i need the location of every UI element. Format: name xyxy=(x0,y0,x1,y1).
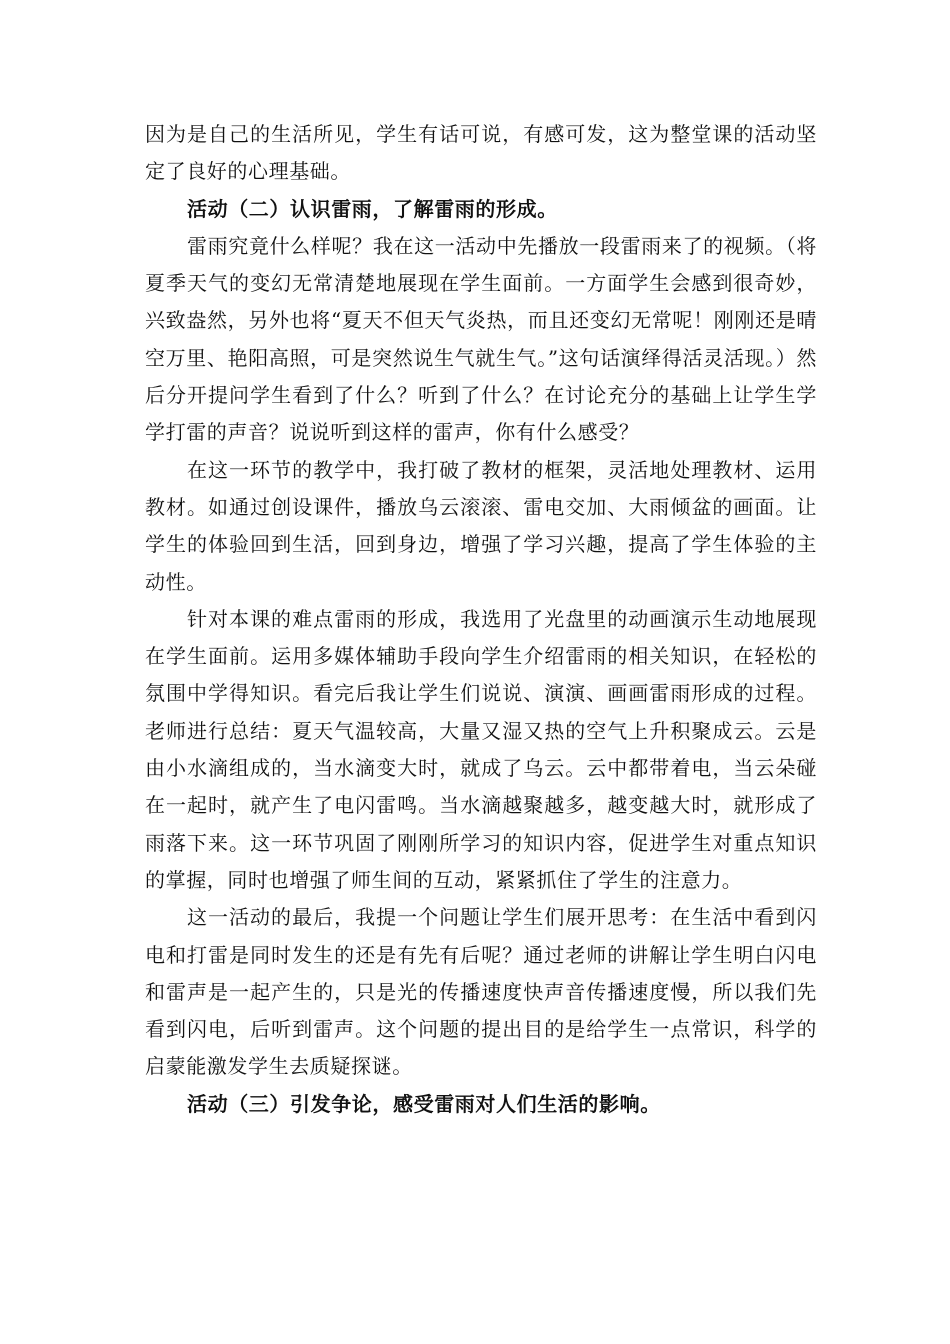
paragraph-thunderstorm-formation: 针对本课的难点雷雨的形成，我选用了光盘里的动画演示生动地展现在学生面前。运用多媒体辅助手段向学生介绍雷雨的相关知识，在轻松的氛围中学得知识。看完后我让学生们说说、演演、画画雷雨形成的过程。老师进行总结：夏天气温较高，大量又湿又热的空气上升积聚成云。云是由小水滴组成的，当水滴变大时，就成了乌云。云中都带着电，当云朵碰在一起时，就产生了电闪雷鸣。当水滴越聚越多，越变越大时，就形成了雨落下来。这一环节巩固了刚刚所学习的知识内容，促进学生对重点知识的掌握，同时也增强了师生间的互动，紧紧抓住了学生的注意力。 xyxy=(145,606,817,892)
section-heading-activity-2: 活动（二）认识雷雨，了解雷雨的形成。 xyxy=(187,196,558,221)
paragraph-teaching-approach: 在这一环节的教学中，我打破了教材的框架，灵活地处理教材、运用教材。如通过创设课件，播放乌云滚滚、雷电交加、大雨倾盆的画面。让学生的体验回到生活，回到身边，增强了学习兴趣，提高了学生体验的主动性。 xyxy=(145,457,817,594)
paragraph-thunderstorm-video: 雷雨究竟什么样呢？我在这一活动中先播放一段雷雨来了的视频。（将夏季天气的变幻无常清楚地展现在学生面前。一方面学生会感到很奇妙，兴致盎然，另外也将“夏天不但天气炎热，而且还变幻无常呢！刚刚还是晴空万里、艳阳高照，可是突然说生气就生气。”这句话演绎得活灵活现。）然后分开提问学生看到了什么？听到了什么？在讨论充分的基础上让学生学学打雷的声音？说说听到这样的雷声，你有什么感受？ xyxy=(145,233,817,445)
document-page xyxy=(145,116,817,1123)
paragraph-continuation: 因为是自己的生活所见，学生有话可说，有感可发，这为整堂课的活动坚定了良好的心理基础。 xyxy=(145,122,817,184)
paragraph-lightning-question: 这一活动的最后，我提一个问题让学生们展开思考：在生活中看到闪电和打雷是同时发生的还是有先有后呢？通过老师的讲解让学生明白闪电和雷声是一起产生的，只是光的传播速度快声音传播速度慢，所以我们先看到闪电，后听到雷声。这个问题的提出目的是给学生一点常识，科学的启蒙能激发学生去质疑探谜。 xyxy=(145,905,817,1079)
section-heading-activity-3: 活动（三）引发争论，感受雷雨对人们生活的影响。 xyxy=(187,1091,661,1116)
